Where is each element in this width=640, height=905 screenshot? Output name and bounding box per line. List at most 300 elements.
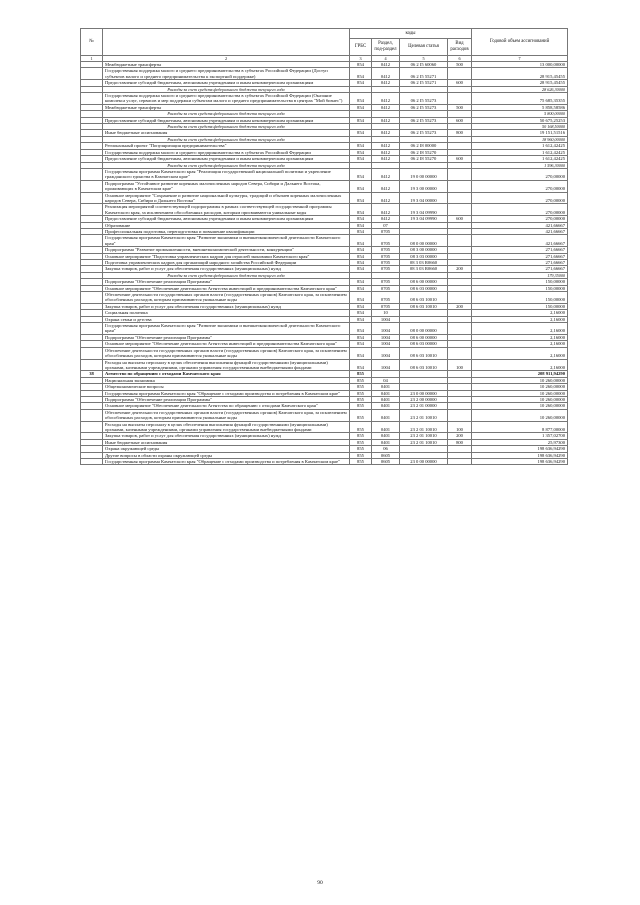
row-name-cell: Расходы за счет средств федерального бюджета текущего года [103,124,350,130]
row-target-cell: 23 0 00 00000 [400,459,448,465]
row-sum-cell: 208 911,94290 [472,371,568,377]
index-cell: 2 [103,56,350,62]
row-grbs-cell: 855 [350,421,372,433]
row-razdel-cell: 0605 [372,452,400,458]
row-grbs-cell: 854 [350,222,372,228]
row-num-cell [81,68,103,80]
table-row [81,68,568,80]
row-grbs-cell: 855 [350,377,372,383]
index-cell: 3 [350,56,372,62]
row-num-cell [81,409,103,421]
row-target-cell: 06 2 I8 55270 [400,149,448,155]
row-razdel-cell: 0412 [372,180,400,192]
row-sum-cell: 1 612,42425 [472,156,568,162]
row-grbs-cell: 854 [350,292,372,304]
row-grbs-cell: 855 [350,452,372,458]
row-razdel-cell: 0412 [372,143,400,149]
row-grbs-cell: 854 [350,80,372,86]
row-razdel-cell: 0412 [372,104,400,110]
row-name-cell: Основное мероприятие "Обеспечение деятельности Агентства инвестиций и предпринимательства Камчатского края" [103,341,350,347]
row-target-cell: 19 3 04 09990 [400,204,448,216]
row-target-cell: 23 2 01 10010 [400,421,448,433]
row-razdel-cell: 0412 [372,80,400,86]
row-name-cell: Подготовка управленческих кадров для организаций народного хозяйства Российской Федерации [103,260,350,266]
row-name-cell: Общеэкономические вопросы [103,384,350,390]
row-target-cell: 23 2 01 00000 [400,403,448,409]
index-cell: 4 [372,56,400,62]
row-target-cell: 06 2 I5 60060 [400,62,448,68]
row-name-cell: Подпрограмма "Устойчивое развитие коренных малочисленных народов Севера, Сибири и Дальнего Востока, проживающих в Камчатском крае" [103,180,350,192]
row-grbs-cell: 854 [350,316,372,322]
table-row [81,359,568,371]
row-vid-cell: 600 [448,117,472,123]
table-row [81,421,568,433]
table-row [81,409,568,421]
row-grbs-cell: 854 [350,266,372,272]
row-vid-cell: 600 [448,216,472,222]
row-target-cell: 06 2 I8 00000 [400,143,448,149]
row-target-cell: 23 2 01 10010 [400,439,448,445]
row-razdel-cell: 0412 [372,216,400,222]
row-sum-cell: 150,00000 [472,285,568,291]
row-target-cell: 23 2 01 10010 [400,433,448,439]
row-name-cell: Образование [103,222,350,228]
header-codes-group: коды [350,29,472,39]
header-annual: Годовой объем ассигнований [472,29,568,56]
row-razdel-cell: 0412 [372,68,400,80]
row-vid-cell: 600 [448,80,472,86]
row-razdel-cell: 07 [372,222,400,228]
row-target-cell: 08 6 00 00000 [400,279,448,285]
row-target-cell: 08 6 03 00000 [400,341,448,347]
table-row [81,93,568,105]
row-target-cell: 08 3 03 R0660 [400,260,448,266]
row-num-cell: 38 [81,371,103,377]
table-row [81,323,568,335]
index-cell: 5 [400,56,448,62]
row-name-cell: Расходы за счет средств федерального бюджета текущего года [103,86,350,92]
row-sum-cell: 150,00000 [472,303,568,309]
row-name-cell: Расходы на выплаты персоналу в целях обеспечения выполнения функций государственными (муниципальными) органами, казенными учреждениями, органами управления государственными внебюджетными фондами [103,421,350,433]
row-name-cell: Охрана окружающей среды [103,446,350,452]
header-name [103,29,350,56]
row-vid-cell [448,204,472,216]
page-number: 90 [317,880,323,886]
row-grbs-cell: 854 [350,303,372,309]
row-grbs-cell: 855 [350,384,372,390]
row-razdel-cell: 0401 [372,439,400,445]
row-sum-cell: 75 685,35355 [472,93,568,105]
row-name-cell: Предоставление субсидий бюджетным, автономным учреждениям и иным некоммерческим организациям [103,216,350,222]
row-num-cell [81,235,103,247]
row-target-cell: 19 3 00 00000 [400,180,448,192]
row-sum-cell: 2,16000 [472,310,568,316]
row-vid-cell [448,68,472,80]
row-grbs-cell: 854 [350,93,372,105]
row-sum-cell: 150,00000 [472,279,568,285]
table-body [81,62,568,465]
row-vid-cell: 200 [448,266,472,272]
row-razdel-cell: 0401 [372,390,400,396]
row-grbs-cell: 854 [350,359,372,371]
row-razdel-cell: 0412 [372,117,400,123]
row-sum-cell: 179,35000 [472,272,568,278]
row-sum-cell: 270,00000 [472,168,568,180]
row-sum-cell: 270,00000 [472,180,568,192]
row-name-cell: Охрана семьи и детства [103,316,350,322]
row-name-cell: Иные бюджетные ассигнования [103,130,350,136]
row-sum-cell: 19 151,51516 [472,130,568,136]
row-sum-cell: 271,66667 [472,260,568,266]
row-name-cell: Основное мероприятие "Обеспечение деятельности Агентства по обращению с отходами Камчатского края" [103,403,350,409]
row-sum-cell: 13 000,00000 [472,62,568,68]
row-target-cell: 23 2 00 00000 [400,396,448,402]
row-vid-cell [448,292,472,304]
table-row [81,235,568,247]
row-razdel-cell: 0401 [372,409,400,421]
row-name-cell: Государственная программа Камчатского края "Развитие экономики и внешнеэкономической деятельности Камчатского края" [103,235,350,247]
row-name-cell: Подпрограмма "Обеспечение реализации Программы" [103,334,350,340]
row-sum-cell: 5 800,00000 [472,111,568,117]
row-grbs-cell: 854 [350,347,372,359]
row-target-cell: 23 2 01 10010 [400,409,448,421]
row-grbs-cell: 855 [350,371,372,377]
row-target-cell: 08 6 03 10010 [400,292,448,304]
row-grbs-cell: 854 [350,168,372,180]
row-name-cell: Государственная поддержка малого и среднего предпринимательства в субъектах Российской Федерации [103,149,350,155]
row-name-cell: Обеспечение деятельности государственных органов власти (государственных органов) Камчатского края, за исключением обособленных расходов, которым присваиваются уникальные коды [103,409,350,421]
row-razdel-cell: 06 [372,446,400,452]
row-razdel-cell: 0705 [372,303,400,309]
header-num: № [81,29,103,56]
row-razdel-cell: 0705 [372,285,400,291]
row-sum-cell: 2,16000 [472,334,568,340]
row-name-cell: Предоставление субсидий бюджетным, автономным учреждениям и иным некоммерческим организациям [103,156,350,162]
row-razdel-cell: 1004 [372,341,400,347]
row-vid-cell [448,459,472,465]
row-grbs-cell: 854 [350,235,372,247]
row-target-cell: 06 2 I8 55270 [400,156,448,162]
row-grbs-cell: 854 [350,68,372,80]
row-vid-cell: 500 [448,62,472,68]
row-num-cell [81,180,103,192]
row-target-cell: 08 6 03 10010 [400,303,448,309]
row-sum-cell: 50 168,50000 [472,124,568,130]
row-razdel-cell: 0412 [372,130,400,136]
row-vid-cell: 600 [448,156,472,162]
row-target-cell: 08 6 03 10010 [400,347,448,359]
row-target-cell: 19 3 04 09990 [400,216,448,222]
row-name-cell: Межбюджетные трансферты [103,62,350,68]
budget-table [80,28,568,465]
row-name-cell: Иные бюджетные ассигнования [103,439,350,445]
row-grbs-cell: 855 [350,446,372,452]
row-name-cell: Обеспечение деятельности государственных органов власти (государственных органов) Камчатского края, за исключением обособленных расходов, которым присваиваются уникальные коды [103,347,350,359]
row-sum-cell: 421,66667 [472,222,568,228]
index-cell: 7 [472,56,568,62]
row-sum-cell: 28 915,45455 [472,68,568,80]
row-name-cell: Закупка товаров, работ и услуг для обеспечения государственных (муниципальных) нужд [103,303,350,309]
row-name-cell: Подпрограмма "Обеспечение реализации Программы" [103,396,350,402]
row-vid-cell: 500 [448,104,472,110]
row-razdel-cell: 0401 [372,403,400,409]
row-sum-cell: 421,66667 [472,235,568,247]
row-name-cell: Расходы за счет средств федерального бюджета текущего года [103,111,350,117]
row-sum-cell: 10 260,00000 [472,403,568,409]
row-grbs-cell: 854 [350,130,372,136]
row-name-cell: Региональный проект "Популяризация предпринимательства" [103,143,350,149]
row-razdel-cell: 0705 [372,260,400,266]
row-num-cell [81,459,103,465]
row-target-cell: 06 2 I5 55273 [400,93,448,105]
row-name-cell: Другие вопросы в области охраны окружающей среды [103,452,350,458]
row-grbs-cell: 854 [350,149,372,155]
row-vid-cell [448,409,472,421]
row-sum-cell: 10 260,00000 [472,384,568,390]
table-row [81,347,568,359]
row-grbs-cell: 855 [350,403,372,409]
row-sum-cell: 270,00000 [472,216,568,222]
row-name-cell: Расходы на выплаты персоналу в целях обеспечения выполнения функций государственными (муниципальными) органами, казенными учреждениями, органами управления государственными внебюджетными фондами [103,359,350,371]
row-razdel-cell: 0705 [372,279,400,285]
row-name-cell: Обеспечение деятельности государственных органов власти (государственных органов) Камчатского края, за исключением обособленных расходов, которым присваиваются уникальные коды [103,292,350,304]
row-razdel-cell: 0401 [372,433,400,439]
row-sum-cell: 1 612,42425 [472,143,568,149]
row-name-cell: Основное мероприятие "Подготовка управленческих кадров для отраслей экономики Камчатского края" [103,253,350,259]
row-grbs-cell: 854 [350,180,372,192]
row-vid-cell [448,347,472,359]
row-target-cell: 06 2 I5 55273 [400,104,448,110]
row-sum-cell: 150,00000 [472,292,568,304]
row-razdel-cell: 1004 [372,347,400,359]
row-vid-cell: 800 [448,130,472,136]
row-target-cell: 08 6 03 00000 [400,285,448,291]
row-sum-cell: 2,16000 [472,347,568,359]
row-name-cell: Профессиональная подготовка, переподготовка и повышение квалификации [103,228,350,234]
row-grbs-cell: 854 [350,247,372,253]
row-vid-cell [448,180,472,192]
row-grbs-cell: 854 [350,204,372,216]
row-sum-cell: 2,16000 [472,341,568,347]
row-target-cell: 08 0 00 00000 [400,323,448,335]
header-grbs: ГРБС [350,39,372,56]
row-sum-cell: 1 612,42425 [472,149,568,155]
row-sum-cell: 198 636,94290 [472,452,568,458]
row-sum-cell: 1 596,30000 [472,162,568,168]
row-razdel-cell: 10 [372,310,400,316]
row-target-cell: 08 3 00 00000 [400,247,448,253]
row-grbs-cell: 855 [350,433,372,439]
row-grbs-cell: 855 [350,459,372,465]
row-name-cell: Основное мероприятие "Обеспечение деятельности Агентства инвестиций и предпринимательства Камчатского края" [103,285,350,291]
header-razdel: Раздел, под-раздел [372,39,400,56]
row-name-cell: Государственная программа Камчатского края "Реализация государственной национальной политики и укрепление гражданского единства в Камчатском крае" [103,168,350,180]
row-razdel-cell: 0412 [372,168,400,180]
row-razdel-cell: 0412 [372,192,400,204]
row-sum-cell: 10 260,00000 [472,396,568,402]
row-vid-cell: 200 [448,303,472,309]
row-num-cell [81,204,103,216]
row-num-cell [81,168,103,180]
row-target-cell: 08 6 03 10010 [400,359,448,371]
row-vid-cell: 200 [448,433,472,439]
row-name-cell: Предоставление субсидий бюджетным, автономным учреждениям и иным некоммерческим организациям [103,117,350,123]
row-sum-cell: 28 626,30000 [472,86,568,92]
row-grbs-cell: 854 [350,156,372,162]
table-row [81,180,568,192]
table-header [81,29,568,62]
row-razdel-cell: 0705 [372,292,400,304]
row-grbs-cell: 854 [350,285,372,291]
row-target-cell: 23 0 00 00000 [400,390,448,396]
row-grbs-cell: 855 [350,439,372,445]
row-grbs-cell: 854 [350,143,372,149]
row-razdel-cell: 0705 [372,228,400,234]
table-row [81,292,568,304]
row-grbs-cell: 855 [350,396,372,402]
row-sum-cell: 28 915,45455 [472,80,568,86]
row-name-cell: Агентство по обращению с отходами Камчатского края [103,371,350,377]
row-razdel-cell: 0705 [372,266,400,272]
row-razdel-cell: 0705 [372,253,400,259]
row-sum-cell: 1 357,02700 [472,433,568,439]
row-name-cell: Закупка товаров, работ и услуг для обеспечения государственных (муниципальных) нужд [103,433,350,439]
row-name-cell: Подпрограмма "Развитие промышленности, внешнеэкономической деятельности, конкуренции" [103,247,350,253]
table-row [81,168,568,180]
row-name-cell: Реализация мероприятий соответствующей подпрограммы в рамках соответствующей государственной программы Камчатского края, за исключением обособленных расходов, которым присваиваются уникальные коды [103,204,350,216]
row-name-cell: Закупка товаров, работ и услуг для обеспечения государственных (муниципальных) нужд [103,266,350,272]
row-name-cell: Государственная поддержка малого и среднего предпринимательства в субъектах Российской Федерации (Оказание комплекса услуг, сервисов и мер поддержки субъектам малого и среднего предпринимательства в центрах "Мой бизнес") [103,93,350,105]
row-name-cell: Расходы за счет средств федерального бюджета текущего года [103,136,350,142]
row-razdel-cell: 0412 [372,204,400,216]
row-name-cell: Национальная экономика [103,377,350,383]
row-grbs-cell: 854 [350,192,372,204]
row-num-cell [81,292,103,304]
row-razdel-cell: 1004 [372,323,400,335]
row-grbs-cell: 854 [350,341,372,347]
row-grbs-cell: 854 [350,216,372,222]
row-grbs-cell: 854 [350,260,372,266]
row-grbs-cell: 855 [350,390,372,396]
row-name-cell: Государственная программа Камчатского края "Обращение с отходами производства и потребления в Камчатском крае" [103,390,350,396]
row-sum-cell: 5 858,58586 [472,104,568,110]
row-grbs-cell: 854 [350,323,372,335]
row-num-cell [81,359,103,371]
row-grbs-cell: 854 [350,62,372,68]
row-sum-cell: 50 675,25253 [472,117,568,123]
row-grbs-cell: 854 [350,334,372,340]
row-grbs-cell: 854 [350,117,372,123]
row-target-cell: 19 3 04 00000 [400,192,448,204]
row-name-cell: Государственная программа Камчатского края "Обращение с отходами производства и потребления в Камчатском крае" [103,459,350,465]
row-grbs-cell: 855 [350,409,372,421]
row-name-cell: Государственная программа Камчатского края "Развитие экономики и внешнеэкономической деятельности Камчатского края" [103,323,350,335]
row-razdel-cell: 1004 [372,316,400,322]
row-name-cell: Расходы за счет средств федерального бюджета текущего года [103,272,350,278]
row-sum-cell: 198 636,94290 [472,446,568,452]
row-razdel-cell: 1004 [372,334,400,340]
row-razdel-cell: 0412 [372,156,400,162]
row-target-cell: 06 2 I5 55271 [400,80,448,86]
row-vid-cell [448,235,472,247]
row-target-cell: 06 2 I5 55271 [400,68,448,80]
row-razdel-cell: 0401 [372,396,400,402]
row-name-cell: Межбюджетные трансферты [103,104,350,110]
row-razdel-cell: 04 [372,377,400,383]
header-vid: Вид расходов [448,39,472,56]
row-num-cell [81,192,103,204]
row-sum-cell: 270,00000 [472,204,568,216]
row-razdel-cell: 1004 [372,359,400,371]
row-razdel-cell: 0705 [372,235,400,247]
row-target-cell: 08 0 00 00000 [400,235,448,247]
row-vid-cell [448,168,472,180]
header-target: Целевая статья [400,39,448,56]
row-vid-cell: 100 [448,421,472,433]
row-grbs-cell: 854 [350,104,372,110]
index-cell: 6 [448,56,472,62]
row-target-cell: 08 6 00 00000 [400,334,448,340]
row-sum-cell: 18 960,00000 [472,136,568,142]
row-razdel-cell: 0401 [372,384,400,390]
row-vid-cell [448,93,472,105]
row-razdel-cell: 0401 [372,421,400,433]
row-name-cell: Расходы за счет средств федерального бюджета текущего года [103,162,350,168]
row-sum-cell: 25,97300 [472,439,568,445]
row-sum-cell: 2,16000 [472,323,568,335]
row-num-cell [81,347,103,359]
row-vid-cell [448,192,472,204]
row-sum-cell: 2,16000 [472,316,568,322]
row-sum-cell: 271,66667 [472,253,568,259]
row-name-cell: Социальная политика [103,310,350,316]
row-sum-cell: 10 260,00000 [472,409,568,421]
row-razdel-cell: 0605 [372,459,400,465]
row-razdel-cell: 0412 [372,62,400,68]
row-sum-cell: 2,16000 [472,359,568,371]
row-grbs-cell: 854 [350,279,372,285]
row-sum-cell: 271,66667 [472,247,568,253]
table-row [81,204,568,216]
row-vid-cell [448,323,472,335]
row-grbs-cell: 854 [350,253,372,259]
row-num-cell [81,323,103,335]
row-target-cell: 19 0 00 00000 [400,168,448,180]
row-sum-cell: 270,00000 [472,192,568,204]
index-cell: 1 [81,56,103,62]
row-sum-cell: 421,66667 [472,228,568,234]
row-razdel-cell: 0705 [372,247,400,253]
row-sum-cell: 198 636,94290 [472,459,568,465]
row-sum-cell: 8 877,00000 [472,421,568,433]
row-name-cell: Основное мероприятие "Сохранение и развитие национальной культуры, традиций и обычаев коренных малочисленных народов Севера, Сибири и Дальнего Востока" [103,192,350,204]
row-vid-cell: 800 [448,439,472,445]
row-sum-cell: 10 260,00000 [472,377,568,383]
row-sum-cell: 10 260,00000 [472,390,568,396]
row-name-cell: Предоставление субсидий бюджетным, автономным учреждениям и иным некоммерческим организациям [103,80,350,86]
row-num-cell [81,421,103,433]
row-target-cell: 06 2 I5 55273 [400,130,448,136]
row-target-cell: 08 3 03 R0660 [400,266,448,272]
table-row [81,459,568,465]
row-grbs-cell: 854 [350,310,372,316]
row-name-cell: Подпрограмма "Обеспечение реализации Программы" [103,279,350,285]
row-grbs-cell: 854 [350,228,372,234]
row-target-cell: 06 2 I5 55273 [400,117,448,123]
row-name-cell: Государственная поддержка малого и среднего предпринимательства в субъектах Российской Федерации (Доступ субъектов малого и среднего предпринимательства к экспортной поддержке) [103,68,350,80]
row-razdel-cell: 0412 [372,149,400,155]
row-razdel-cell: 0412 [372,93,400,105]
